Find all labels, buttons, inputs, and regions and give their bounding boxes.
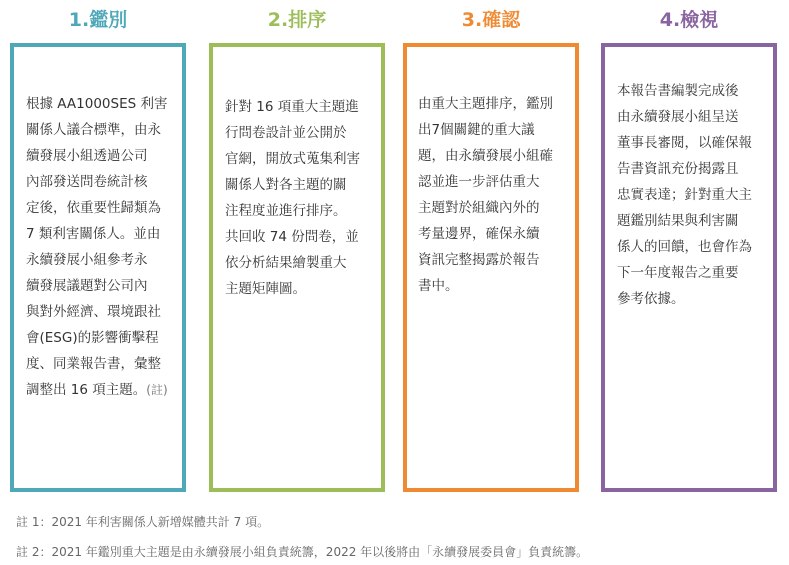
- footnote-1: 註 1：2021 年利害關係人新增媒體共計 7 項。: [16, 515, 270, 529]
- footnote-2: 註 2：2021 年鑑別重大主題是由永續發展小組負責統籌，2022 年以後將由「永續發展委員會」負責統籌。: [16, 545, 589, 559]
- step-1-body: 根據 AA1000SES 利害 關係人議合標準，由永 續發展小組透過公司 內部發送問卷統計核 定後，依重要性歸類為 7 類利害關係人。並由 永續發展小組參考永 續發展議題對公司內 與對外經濟、環境跟社 會(ESG)的影響衝擊程 度、同業報告書，彙整 調整出 16 項主題。: [26, 96, 168, 398]
- step-1-title: 1.鑑別: [68, 9, 128, 31]
- step-3-title: 3.確認: [461, 9, 521, 31]
- step-4-title: 4.檢視: [659, 9, 719, 31]
- step-1-box: [10, 43, 186, 492]
- step-4-description: 本報告書編製完成後 由永續發展小組呈送 董事長審閱，以確保報 告書資訊充份揭露且 忠實表達；針對重大主 題鑑別結果與利害關 係人的回饋，也會作為 下一年度報告之重要 參考依據。: [617, 83, 752, 307]
- step-3-description: 由重大主題排序，鑑別 出7個關鍵的重大議 題，由永續發展小組確 認並進一步評估重大 主題對於組織內外的 考量邊界，確保永續 資訊完整揭露於報告 書中。: [418, 96, 553, 294]
- step-1-note-marker: (註): [146, 383, 168, 397]
- step-2-title: 2.排序: [267, 9, 327, 31]
- step-2-box: [209, 43, 385, 492]
- step-3-box: [403, 43, 579, 492]
- step-4-box: [601, 43, 777, 492]
- step-1-description: [26, 91, 172, 403]
- step-2-description: 針對 16 項重大主題進 行問卷設計並公開於 官網，開放式蒐集利害 關係人對各主題的關 注程度並進行排序。 共回收 74 份問卷，並 依分析結果繪製重大 主題矩陣圖。: [225, 99, 360, 297]
